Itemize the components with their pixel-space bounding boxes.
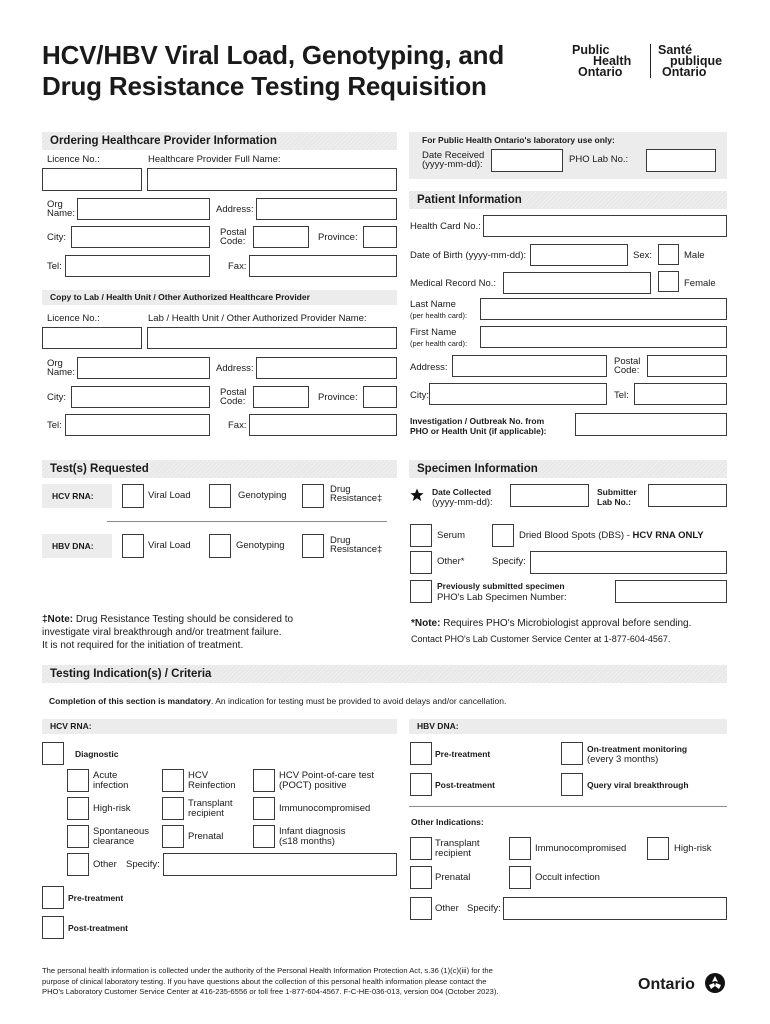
medical-record-field[interactable] (503, 272, 651, 294)
hcv-prenatal-checkbox[interactable] (162, 825, 184, 848)
hbv-viral-load-checkbox[interactable] (122, 534, 144, 558)
ontario-wordmark: Ontario (638, 976, 695, 993)
hbv-other-checkbox[interactable] (410, 897, 432, 920)
trillium-icon (704, 972, 726, 994)
acute-infection-checkbox[interactable] (67, 769, 89, 792)
date-collected-field[interactable] (510, 484, 589, 507)
date-received-field[interactable] (491, 149, 563, 172)
hbv-pretreatment-checkbox[interactable] (410, 742, 432, 765)
query-breakthrough-checkbox[interactable] (561, 773, 583, 796)
hbv-prenatal-checkbox[interactable] (410, 866, 432, 889)
tests-section-header: Test(s) Requested (42, 460, 397, 478)
provider-tel-field[interactable] (65, 255, 210, 277)
star-icon (410, 488, 424, 502)
patient-address-field[interactable] (452, 355, 607, 377)
other-specimen-checkbox[interactable] (410, 551, 432, 574)
hcv-drug-resistance-checkbox[interactable] (302, 484, 324, 508)
first-name-field[interactable] (480, 326, 727, 348)
hcv-genotyping-checkbox[interactable] (209, 484, 231, 508)
hbv-genotyping-checkbox[interactable] (209, 534, 231, 558)
previously-submitted-checkbox[interactable] (410, 580, 432, 603)
provider-address-field[interactable] (256, 198, 397, 220)
last-name-field[interactable] (480, 298, 727, 320)
provider-postal-field[interactable] (253, 226, 309, 248)
hcv-posttreatment-checkbox[interactable] (42, 916, 64, 939)
hbv-drug-resistance-checkbox[interactable] (302, 534, 324, 558)
provider-city-field[interactable] (71, 226, 210, 248)
dob-field[interactable] (530, 244, 628, 266)
provider-section-header: Ordering Healthcare Provider Information (42, 132, 397, 150)
copy-licence-field[interactable] (42, 327, 142, 349)
hcv-transplant-checkbox[interactable] (162, 797, 184, 820)
patient-section-header: Patient Information (409, 191, 727, 209)
hbv-transplant-checkbox[interactable] (410, 837, 432, 860)
copy-city-field[interactable] (71, 386, 210, 408)
page-title: HCV/HBV Viral Load, Genotyping, and Drug Resistance Testing Requisition (42, 40, 505, 101)
specimen-section-header: Specimen Information (409, 460, 727, 478)
patient-tel-field[interactable] (634, 383, 727, 405)
copy-tel-field[interactable] (65, 414, 210, 436)
hcv-other-specify-field[interactable] (163, 853, 397, 876)
drug-resistance-note: ‡Note: Drug Resistance Testing should be considered to investigate viral breakthrough and/or treatment failure. It is not required for the initiation of treatment. (42, 614, 294, 651)
copy-address-field[interactable] (256, 357, 397, 379)
hcv-pretreatment-checkbox[interactable] (42, 886, 64, 909)
diagnostic-checkbox[interactable] (42, 742, 64, 765)
hcv-immunocompromised-checkbox[interactable] (253, 797, 275, 820)
privacy-footer: The personal health information is collected under the authority of the Personal Health Information Protection Act, s.36 (1)(c)(iii) for the purpose of clinical laboratory testing. If you have questions about the collection of this personal health information please contact the PHO's Laboratory Customer Service Center at 416-235-6556 or toll free 1-877-604-4567. F-C-HE-036-013, version 004 (October 2023). (42, 966, 499, 996)
health-card-field[interactable] (483, 215, 727, 237)
serum-checkbox[interactable] (410, 524, 432, 547)
provider-fax-field[interactable] (249, 255, 397, 277)
hbv-posttreatment-checkbox[interactable] (410, 773, 432, 796)
sex-male-checkbox[interactable] (658, 244, 679, 265)
dbs-checkbox[interactable] (492, 524, 514, 547)
investigation-no-field[interactable] (575, 413, 727, 436)
submitter-lab-no-field[interactable] (648, 484, 727, 507)
spontaneous-clearance-checkbox[interactable] (67, 825, 89, 848)
indications-section-header: Testing Indication(s) / Criteria (42, 665, 727, 683)
copy-lab-name-field[interactable] (147, 327, 397, 349)
previous-specimen-number-field[interactable] (615, 580, 727, 603)
pho-logo: Public Health Ontario Santé publique Ontario (572, 43, 723, 79)
copy-fax-field[interactable] (249, 414, 397, 436)
hbv-other-specify-field[interactable] (503, 897, 727, 920)
hcv-poct-checkbox[interactable] (253, 769, 275, 792)
specimen-specify-field[interactable] (530, 551, 727, 574)
provider-name-field[interactable] (147, 168, 397, 191)
patient-city-field[interactable] (429, 383, 607, 405)
patient-postal-field[interactable] (647, 355, 727, 377)
copy-province-field[interactable] (363, 386, 397, 408)
occult-infection-checkbox[interactable] (509, 866, 531, 889)
sex-female-checkbox[interactable] (658, 271, 679, 292)
provider-province-field[interactable] (363, 226, 397, 248)
specimen-note: *Note: Requires PHO's Microbiologist approval before sending. (411, 618, 692, 629)
hcv-other-checkbox[interactable] (67, 853, 89, 876)
pho-lab-no-field[interactable] (646, 149, 716, 172)
provider-licence-field[interactable] (42, 168, 142, 191)
copy-postal-field[interactable] (253, 386, 309, 408)
copy-to-header: Copy to Lab / Health Unit / Other Authorized Healthcare Provider (42, 290, 397, 305)
hcv-viral-load-checkbox[interactable] (122, 484, 144, 508)
provider-org-field[interactable] (77, 198, 210, 220)
hbv-immunocompromised-checkbox[interactable] (509, 837, 531, 860)
hcv-high-risk-checkbox[interactable] (67, 797, 89, 820)
hbv-high-risk-checkbox[interactable] (647, 837, 669, 860)
infant-diagnosis-checkbox[interactable] (253, 825, 275, 848)
hbv-on-treatment-checkbox[interactable] (561, 742, 583, 765)
copy-org-field[interactable] (77, 357, 210, 379)
hcv-reinfection-checkbox[interactable] (162, 769, 184, 792)
